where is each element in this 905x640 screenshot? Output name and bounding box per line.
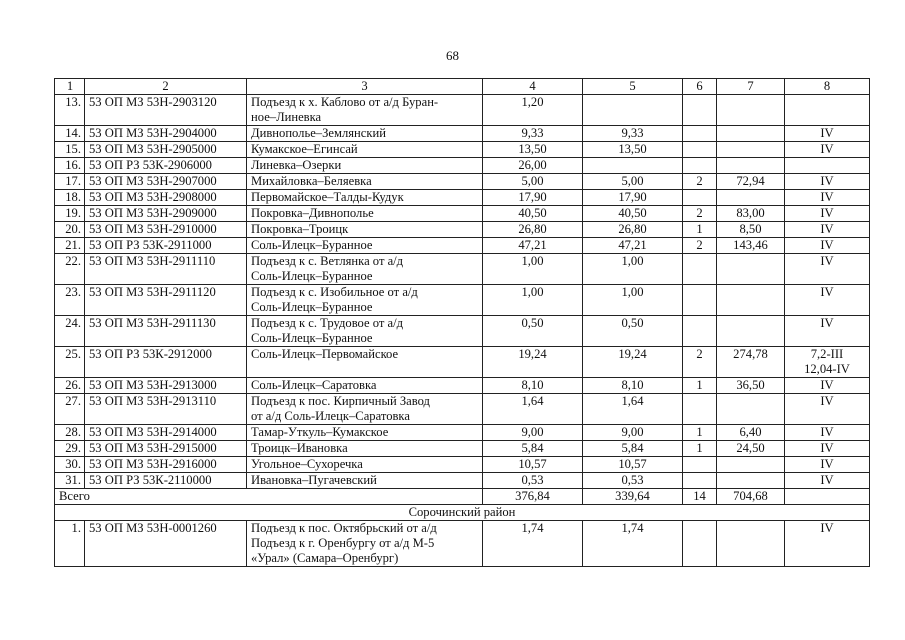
- road-category-line: IV: [820, 457, 834, 471]
- length-paved: 19,24: [583, 347, 683, 378]
- bridges-length: [717, 254, 785, 285]
- table-row: [55, 347, 870, 378]
- row-number: 23.: [55, 285, 85, 316]
- bridges-length: [717, 521, 785, 567]
- length-paved: 8,10: [583, 378, 683, 394]
- row-number: 17.: [55, 174, 85, 190]
- length-total: 26,80: [483, 222, 583, 238]
- table-row: [55, 441, 870, 457]
- road-name-line: Соль-Илецк–Буранное: [251, 300, 373, 314]
- road-category: [785, 174, 870, 190]
- table-row: [55, 238, 870, 254]
- road-name: [247, 238, 483, 254]
- road-code: 53 ОП МЗ 53Н-2911110: [85, 254, 247, 285]
- bridges-count: [683, 126, 717, 142]
- road-category-line: IV: [820, 316, 834, 330]
- bridges-length: 72,94: [717, 174, 785, 190]
- road-category-line: IV: [820, 441, 834, 455]
- column-header-5: 5: [583, 79, 683, 95]
- road-code: 53 ОП МЗ 53Н-2913000: [85, 378, 247, 394]
- length-total: 40,50: [483, 206, 583, 222]
- road-name: [247, 190, 483, 206]
- road-category: [785, 158, 870, 174]
- road-name: [247, 254, 483, 285]
- bridges-length: [717, 95, 785, 126]
- length-total: 5,00: [483, 174, 583, 190]
- road-name: [247, 174, 483, 190]
- road-category: [785, 238, 870, 254]
- road-name-line: Соль-Илецк–Первомайское: [251, 347, 399, 361]
- table-row: [55, 190, 870, 206]
- road-category-line: 7,2-III: [810, 347, 844, 361]
- road-category-line: IV: [820, 473, 834, 487]
- road-name-line: Подъезд к г. Оренбургу от а/д М-5: [251, 536, 435, 550]
- column-header-6: 6: [683, 79, 717, 95]
- bridges-length: 274,78: [717, 347, 785, 378]
- row-number: 13.: [55, 95, 85, 126]
- road-code: 53 ОП МЗ 53Н-2908000: [85, 190, 247, 206]
- road-name: [247, 473, 483, 489]
- table-row: [55, 95, 870, 126]
- road-category: [785, 126, 870, 142]
- road-code: 53 ОП РЗ 53К-2110000: [85, 473, 247, 489]
- table-row: [55, 473, 870, 489]
- road-name: [247, 521, 483, 567]
- bridges-count: 2: [683, 347, 717, 378]
- page-number: 68: [446, 48, 459, 63]
- road-code: 53 ОП МЗ 53Н-0001260: [85, 521, 247, 567]
- bridges-count: [683, 521, 717, 567]
- road-name-line: Подъезд к с. Ветлянка от а/д: [251, 254, 404, 268]
- road-category: [785, 316, 870, 347]
- row-number: 18.: [55, 190, 85, 206]
- bridges-length: 8,50: [717, 222, 785, 238]
- road-category-line: IV: [820, 394, 834, 408]
- length-paved: 5,84: [583, 441, 683, 457]
- length-paved: 0,50: [583, 316, 683, 347]
- road-category: [785, 222, 870, 238]
- length-total: 5,84: [483, 441, 583, 457]
- road-name-line: «Урал» (Самара–Оренбург): [251, 551, 399, 565]
- bridges-count: [683, 394, 717, 425]
- length-paved: [583, 158, 683, 174]
- row-number: 19.: [55, 206, 85, 222]
- road-code: 53 ОП МЗ 53Н-2916000: [85, 457, 247, 473]
- road-name-line: Кумакское–Егинсай: [251, 142, 358, 156]
- road-name: [247, 142, 483, 158]
- road-category-line: IV: [820, 190, 834, 204]
- section-title: Сорочинский район: [55, 505, 870, 521]
- row-number: 20.: [55, 222, 85, 238]
- road-code: 53 ОП РЗ 53К-2906000: [85, 158, 247, 174]
- road-code: 53 ОП МЗ 53Н-2904000: [85, 126, 247, 142]
- road-category-line: IV: [820, 521, 834, 535]
- table-row: [55, 378, 870, 394]
- section-header-row: [55, 505, 870, 521]
- table-row: [55, 222, 870, 238]
- length-total: 8,10: [483, 378, 583, 394]
- road-name-line: Первомайское–Талды-Кудук: [251, 190, 404, 204]
- road-name-line: Подъезд к пос. Кирпичный Завод: [251, 394, 430, 408]
- bridges-length: [717, 142, 785, 158]
- length-total: 0,53: [483, 473, 583, 489]
- road-name-line: Подъезд к х. Каблово от а/д Буран-: [251, 95, 439, 109]
- road-category: [785, 425, 870, 441]
- length-total: 19,24: [483, 347, 583, 378]
- road-code: 53 ОП МЗ 53Н-2907000: [85, 174, 247, 190]
- road-name-line: Угольное–Сухоречка: [251, 457, 363, 471]
- bridges-count: [683, 457, 717, 473]
- column-header-8: 8: [785, 79, 870, 95]
- length-total: 0,50: [483, 316, 583, 347]
- road-category: [785, 473, 870, 489]
- road-category: [785, 394, 870, 425]
- road-name: [247, 285, 483, 316]
- road-name: [247, 378, 483, 394]
- row-number: 28.: [55, 425, 85, 441]
- road-category: [785, 95, 870, 126]
- bridges-length: 143,46: [717, 238, 785, 254]
- total-bridges-length: 704,68: [717, 489, 785, 505]
- length-paved: 9,00: [583, 425, 683, 441]
- column-header-7: 7: [717, 79, 785, 95]
- bridges-count: 2: [683, 206, 717, 222]
- road-name-line: Соль-Илецк–Саратовка: [251, 378, 377, 392]
- bridges-count: 1: [683, 222, 717, 238]
- bridges-count: [683, 158, 717, 174]
- bridges-length: 24,50: [717, 441, 785, 457]
- bridges-count: [683, 316, 717, 347]
- road-name: [247, 95, 483, 126]
- length-total: 26,00: [483, 158, 583, 174]
- bridges-count: 1: [683, 378, 717, 394]
- bridges-length: 36,50: [717, 378, 785, 394]
- road-category-line: IV: [820, 142, 834, 156]
- length-total: 1,00: [483, 254, 583, 285]
- road-category-line: IV: [820, 378, 834, 392]
- row-number: 16.: [55, 158, 85, 174]
- length-total: 13,50: [483, 142, 583, 158]
- bridges-count: 2: [683, 174, 717, 190]
- road-name: [247, 316, 483, 347]
- length-total: 1,74: [483, 521, 583, 567]
- road-code: 53 ОП МЗ 53Н-2910000: [85, 222, 247, 238]
- bridges-count: 1: [683, 425, 717, 441]
- row-number: 27.: [55, 394, 85, 425]
- road-name-line: ное–Линевка: [251, 110, 322, 124]
- road-name-line: Соль-Илецк–Буранное: [251, 269, 373, 283]
- road-name-line: Покровка–Троицк: [251, 222, 349, 236]
- total-category: [785, 489, 870, 505]
- length-total: 1,00: [483, 285, 583, 316]
- row-number: 21.: [55, 238, 85, 254]
- road-name-line: Подъезд к с. Изобильное от а/д: [251, 285, 418, 299]
- bridges-length: 83,00: [717, 206, 785, 222]
- length-paved: 47,21: [583, 238, 683, 254]
- road-code: 53 ОП МЗ 53Н-2911130: [85, 316, 247, 347]
- table-row: [55, 158, 870, 174]
- table-row: [55, 521, 870, 567]
- row-number: 22.: [55, 254, 85, 285]
- length-paved: 9,33: [583, 126, 683, 142]
- length-total: 10,57: [483, 457, 583, 473]
- road-name: [247, 158, 483, 174]
- road-category: [785, 347, 870, 378]
- road-name-line: Ивановка–Пугачевский: [251, 473, 377, 487]
- length-total: 1,64: [483, 394, 583, 425]
- length-paved: 1,74: [583, 521, 683, 567]
- length-total: 1,20: [483, 95, 583, 126]
- total-bridges-count: 14: [683, 489, 717, 505]
- road-name: [247, 126, 483, 142]
- road-category-line: IV: [820, 425, 834, 439]
- length-total: 47,21: [483, 238, 583, 254]
- road-category: [785, 206, 870, 222]
- road-code: 53 ОП РЗ 53К-2912000: [85, 347, 247, 378]
- bridges-length: [717, 457, 785, 473]
- table-row: [55, 285, 870, 316]
- road-code: 53 ОП МЗ 53Н-2909000: [85, 206, 247, 222]
- bridges-length: [717, 285, 785, 316]
- road-name-line: от а/д Соль-Илецк–Саратовка: [251, 409, 410, 423]
- road-name-line: Соль-Илецк–Буранное: [251, 331, 373, 345]
- column-header-1: 1: [55, 79, 85, 95]
- row-number: 31.: [55, 473, 85, 489]
- bridges-count: 1: [683, 441, 717, 457]
- length-paved: 1,00: [583, 254, 683, 285]
- row-number: 1.: [55, 521, 85, 567]
- road-name: [247, 457, 483, 473]
- road-category-line: IV: [820, 174, 834, 188]
- road-name-line: Троицк–Ивановка: [251, 441, 348, 455]
- road-category: [785, 285, 870, 316]
- length-total: 17,90: [483, 190, 583, 206]
- length-paved: 1,64: [583, 394, 683, 425]
- length-paved: 26,80: [583, 222, 683, 238]
- row-number: 14.: [55, 126, 85, 142]
- row-number: 24.: [55, 316, 85, 347]
- table-row: [55, 126, 870, 142]
- road-name-line: Подъезд к пос. Октябрьский от а/д: [251, 521, 437, 535]
- row-number: 30.: [55, 457, 85, 473]
- road-name: [247, 394, 483, 425]
- road-name-line: Соль-Илецк–Буранное: [251, 238, 373, 252]
- total-label: Всего: [55, 489, 483, 505]
- column-header-2: 2: [85, 79, 247, 95]
- row-number: 29.: [55, 441, 85, 457]
- road-name: [247, 206, 483, 222]
- bridges-length: [717, 126, 785, 142]
- road-code: 53 ОП МЗ 53Н-2911120: [85, 285, 247, 316]
- length-paved: 40,50: [583, 206, 683, 222]
- road-name-line: Линевка–Озерки: [251, 158, 342, 172]
- table-row: [55, 142, 870, 158]
- table-row: [55, 394, 870, 425]
- column-header-3: 3: [247, 79, 483, 95]
- road-code: 53 ОП МЗ 53Н-2914000: [85, 425, 247, 441]
- length-paved: 5,00: [583, 174, 683, 190]
- bridges-length: [717, 316, 785, 347]
- length-paved: 1,00: [583, 285, 683, 316]
- road-code: 53 ОП МЗ 53Н-2913110: [85, 394, 247, 425]
- road-category-line: IV: [820, 254, 834, 268]
- bridges-length: [717, 190, 785, 206]
- road-category: [785, 521, 870, 567]
- road-category: [785, 190, 870, 206]
- road-category: [785, 142, 870, 158]
- road-name: [247, 441, 483, 457]
- road-name-line: Подъезд к с. Трудовое от а/д: [251, 316, 404, 330]
- road-category: [785, 457, 870, 473]
- length-paved: [583, 95, 683, 126]
- road-category-line: IV: [820, 238, 834, 252]
- bridges-count: [683, 95, 717, 126]
- bridges-length: 6,40: [717, 425, 785, 441]
- bridges-length: [717, 158, 785, 174]
- total-row: [55, 489, 870, 505]
- road-name: [247, 222, 483, 238]
- length-total: 9,33: [483, 126, 583, 142]
- total-length: 376,84: [483, 489, 583, 505]
- road-code: 53 ОП МЗ 53Н-2915000: [85, 441, 247, 457]
- road-category: [785, 441, 870, 457]
- length-paved: 13,50: [583, 142, 683, 158]
- table-row: [55, 457, 870, 473]
- row-number: 15.: [55, 142, 85, 158]
- row-number: 25.: [55, 347, 85, 378]
- bridges-count: [683, 285, 717, 316]
- road-category-line: IV: [820, 222, 834, 236]
- length-paved: 17,90: [583, 190, 683, 206]
- table-row: [55, 174, 870, 190]
- roads-table: [54, 78, 870, 567]
- table-row: [55, 206, 870, 222]
- bridges-count: [683, 254, 717, 285]
- road-category-line: IV: [820, 126, 834, 140]
- length-paved: 0,53: [583, 473, 683, 489]
- road-category: [785, 378, 870, 394]
- total-paved: 339,64: [583, 489, 683, 505]
- table-row: [55, 316, 870, 347]
- road-name-line: Михайловка–Беляевка: [251, 174, 372, 188]
- road-category: [785, 254, 870, 285]
- bridges-length: [717, 473, 785, 489]
- road-category-line: IV: [820, 285, 834, 299]
- table-row: [55, 254, 870, 285]
- row-number: 26.: [55, 378, 85, 394]
- bridges-length: [717, 394, 785, 425]
- road-name-line: Дивнополье–Землянский: [251, 126, 386, 140]
- bridges-count: [683, 473, 717, 489]
- road-name: [247, 425, 483, 441]
- road-name-line: Тамар-Уткуль–Кумакское: [251, 425, 389, 439]
- length-total: 9,00: [483, 425, 583, 441]
- column-header-4: 4: [483, 79, 583, 95]
- road-code: 53 ОП МЗ 53Н-2905000: [85, 142, 247, 158]
- bridges-count: 2: [683, 238, 717, 254]
- road-name: [247, 347, 483, 378]
- road-category-line: 12,04-IV: [804, 362, 850, 376]
- road-code: 53 ОП МЗ 53Н-2903120: [85, 95, 247, 126]
- road-category-line: IV: [820, 206, 834, 220]
- table-row: [55, 425, 870, 441]
- length-paved: 10,57: [583, 457, 683, 473]
- table-header-row: [55, 79, 870, 95]
- road-name-line: Покровка–Дивнополье: [251, 206, 374, 220]
- bridges-count: [683, 142, 717, 158]
- road-code: 53 ОП РЗ 53К-2911000: [85, 238, 247, 254]
- bridges-count: [683, 190, 717, 206]
